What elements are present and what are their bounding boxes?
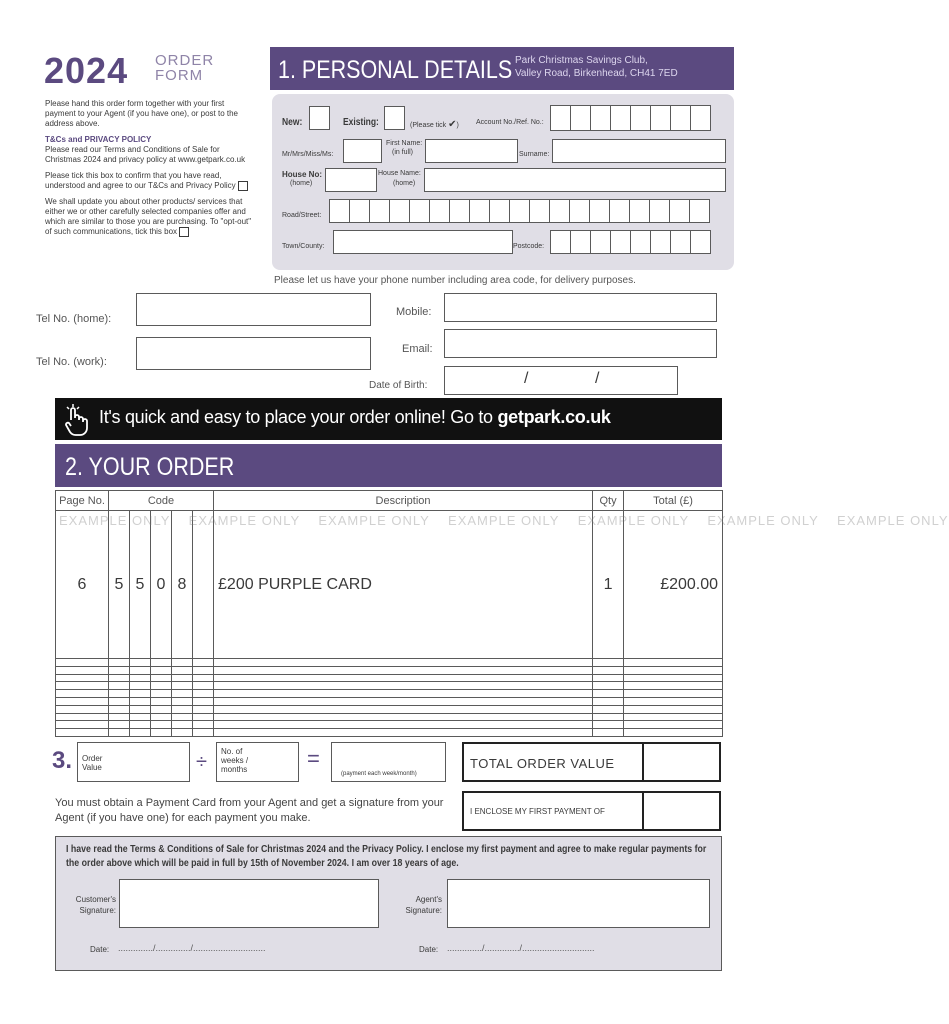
tick-close: )	[456, 122, 459, 129]
account-label: Account No./Ref. No.:	[476, 119, 544, 126]
tick-icon: ✔	[448, 119, 457, 130]
tel-work-label: Tel No. (work):	[36, 356, 107, 368]
order-table	[55, 490, 949, 737]
account-number-cells[interactable]	[550, 105, 710, 131]
total-order-value-label: TOTAL ORDER VALUE	[470, 756, 615, 771]
tel-home-label: Tel No. (home):	[36, 313, 112, 325]
road-cells[interactable]	[329, 199, 709, 223]
example-code-2: 5	[130, 511, 151, 659]
total-order-value-box	[462, 742, 721, 782]
example-code-4: 8	[172, 511, 193, 659]
table-row[interactable]	[56, 697, 723, 705]
mobile-label: Mobile:	[396, 306, 432, 318]
title-label: Mr/Mrs/Miss/Ms:	[282, 151, 334, 158]
section1-title: 1. PERSONAL DETAILS	[278, 56, 513, 84]
existing-label: Existing:	[343, 117, 379, 128]
title-field[interactable]	[343, 139, 382, 163]
payment-label: (payment each week/month)	[341, 771, 417, 777]
table-row[interactable]	[56, 682, 723, 690]
table-row[interactable]	[56, 511, 723, 659]
existing-checkbox[interactable]	[384, 106, 405, 130]
surname-field[interactable]	[552, 139, 726, 163]
declaration-text: I have read the Terms & Conditions of Sale for Christmas 2024 and the Privacy Policy. I enclose my first payment and agree to make regular payments for the order above which will be paid in full by 15th of November 2024. I am over 18 years of age.	[66, 844, 707, 869]
first-name-sub: (in full)	[392, 149, 414, 156]
section2-title: 2. YOUR ORDER	[65, 453, 235, 481]
section2-header	[55, 444, 722, 487]
phone-note: Please let us have your phone number including area code, for delivery purposes.	[274, 275, 636, 286]
intro-text	[45, 99, 257, 237]
declaration-panel	[55, 836, 722, 971]
house-name-sub: (home)	[393, 180, 416, 187]
logo-order: ORDER	[155, 52, 215, 69]
payment-card-note: You must obtain a Payment Card from your Agent and get a signature from your Agent (if you have one) for each payment you make.	[55, 797, 444, 824]
table-row[interactable]	[56, 659, 723, 667]
weeks-field[interactable]	[216, 742, 299, 782]
table-row[interactable]	[56, 705, 723, 713]
house-no-label: House No:	[282, 170, 322, 179]
agent-signature-label: Agent's Signature:	[405, 895, 442, 915]
dob-separator-1: /	[524, 370, 529, 387]
customer-signature-label: Customer's Signature:	[75, 895, 116, 915]
example-total: £200.00	[624, 511, 723, 659]
order-value-field[interactable]	[77, 742, 190, 782]
customer-date-field[interactable]: ............../............../.............................	[118, 943, 266, 953]
tc-title: T&Cs and PRIVACY POLICY	[45, 135, 152, 144]
mobile-field[interactable]	[444, 293, 717, 322]
weeks-label: No. of weeks / months	[221, 747, 249, 774]
customer-signature-field[interactable]	[119, 879, 379, 928]
online-banner	[55, 398, 722, 440]
col-description: Description	[214, 491, 593, 511]
logo	[44, 50, 234, 90]
col-total: Total (£)	[624, 491, 723, 511]
logo-year: 2024	[44, 50, 129, 91]
email-field[interactable]	[444, 329, 717, 358]
club-address-1: Park Christmas Savings Club,	[515, 55, 648, 66]
example-qty: 1	[593, 511, 624, 659]
col-qty: Qty	[593, 491, 624, 511]
customer-date-label: Date:	[90, 945, 110, 954]
logo-form: FORM	[155, 67, 204, 84]
tick-note: (Please tick	[410, 122, 447, 129]
banner-text: It's quick and easy to place your order online! Go to	[99, 407, 498, 427]
col-code: Code	[109, 491, 214, 511]
example-description: £200 PURPLE CARD	[214, 511, 593, 659]
total-order-value-field[interactable]	[642, 742, 721, 782]
order-value-label: Order Value	[82, 754, 103, 772]
intro-hand-in: Please hand this order form together with your first payment to your Agent (if you have one), or post to the address above.	[45, 99, 239, 128]
divide-icon: ÷	[196, 751, 207, 773]
table-row[interactable]	[56, 674, 723, 682]
banner-link[interactable]: getpark.co.uk	[497, 407, 611, 427]
table-row[interactable]	[56, 729, 723, 737]
example-watermark: EXAMPLE ONLY EXAMPLE ONLY EXAMPLE ONLY EXAMPLE ONLY EXAMPLE ONLY EXAMPLE ONLY EXAMPLE ONLY	[59, 513, 949, 528]
example-page: 6	[56, 511, 109, 659]
town-field[interactable]	[333, 230, 513, 254]
tc-confirm-text: Please tick this box to confirm that you have read, understood and agree to our T&Cs and Privacy Policy	[45, 171, 236, 191]
section3-number: 3.	[52, 747, 73, 774]
dob-field[interactable]	[444, 366, 678, 395]
table-row[interactable]	[56, 721, 723, 729]
dob-label: Date of Birth:	[369, 380, 428, 391]
new-checkbox[interactable]	[309, 106, 330, 130]
first-payment-box	[462, 791, 721, 831]
example-code-3: 0	[151, 511, 172, 659]
table-row[interactable]	[56, 713, 723, 721]
table-row[interactable]	[56, 690, 723, 698]
col-page: Page No.	[56, 491, 109, 511]
first-name-field[interactable]	[425, 139, 518, 163]
postcode-cells[interactable]	[550, 230, 710, 254]
house-no-sub: (home)	[290, 180, 313, 187]
opt-out-text: We shall update you about other products/ services that either we or other carefully selected companies offer and which are similar to those you are purchasing. To "opt-out" of such communications, tick this box	[45, 197, 252, 237]
agent-signature-field[interactable]	[447, 879, 710, 928]
equals-icon: =	[307, 746, 320, 771]
town-label: Town/County:	[282, 243, 325, 250]
click-hand-icon	[64, 404, 88, 436]
tel-home-field[interactable]	[136, 293, 371, 326]
enclose-label: I ENCLOSE MY FIRST PAYMENT OF	[470, 807, 605, 816]
tel-work-field[interactable]	[136, 337, 371, 370]
tc-confirm-checkbox[interactable]	[238, 181, 248, 191]
agent-date-field[interactable]: ............../............../.............................	[447, 943, 595, 953]
table-row[interactable]	[56, 666, 723, 674]
road-label: Road/Street:	[282, 212, 322, 219]
first-payment-field[interactable]	[642, 791, 721, 831]
dob-separator-2: /	[595, 370, 600, 387]
house-no-field[interactable]	[325, 168, 377, 192]
opt-out-checkbox[interactable]	[179, 227, 189, 237]
agent-date-label: Date:	[419, 945, 439, 954]
club-address-2: Valley Road, Birkenhead, CH41 7ED	[515, 68, 678, 79]
payment-field[interactable]	[331, 742, 446, 782]
house-name-label: House Name:	[378, 170, 421, 177]
section1-header	[270, 47, 734, 90]
example-code-1: 5	[109, 511, 130, 659]
postcode-label: Postcode:	[513, 243, 545, 250]
email-label: Email:	[402, 343, 433, 355]
surname-label: Surname:	[519, 151, 550, 158]
tc-text: Please read our Terms and Conditions of Sale for Christmas 2024 and privacy policy at www.getpark.co.uk	[45, 145, 246, 164]
house-name-field[interactable]	[424, 168, 726, 192]
new-label: New:	[282, 117, 303, 128]
first-name-label: First Name:	[386, 140, 423, 147]
